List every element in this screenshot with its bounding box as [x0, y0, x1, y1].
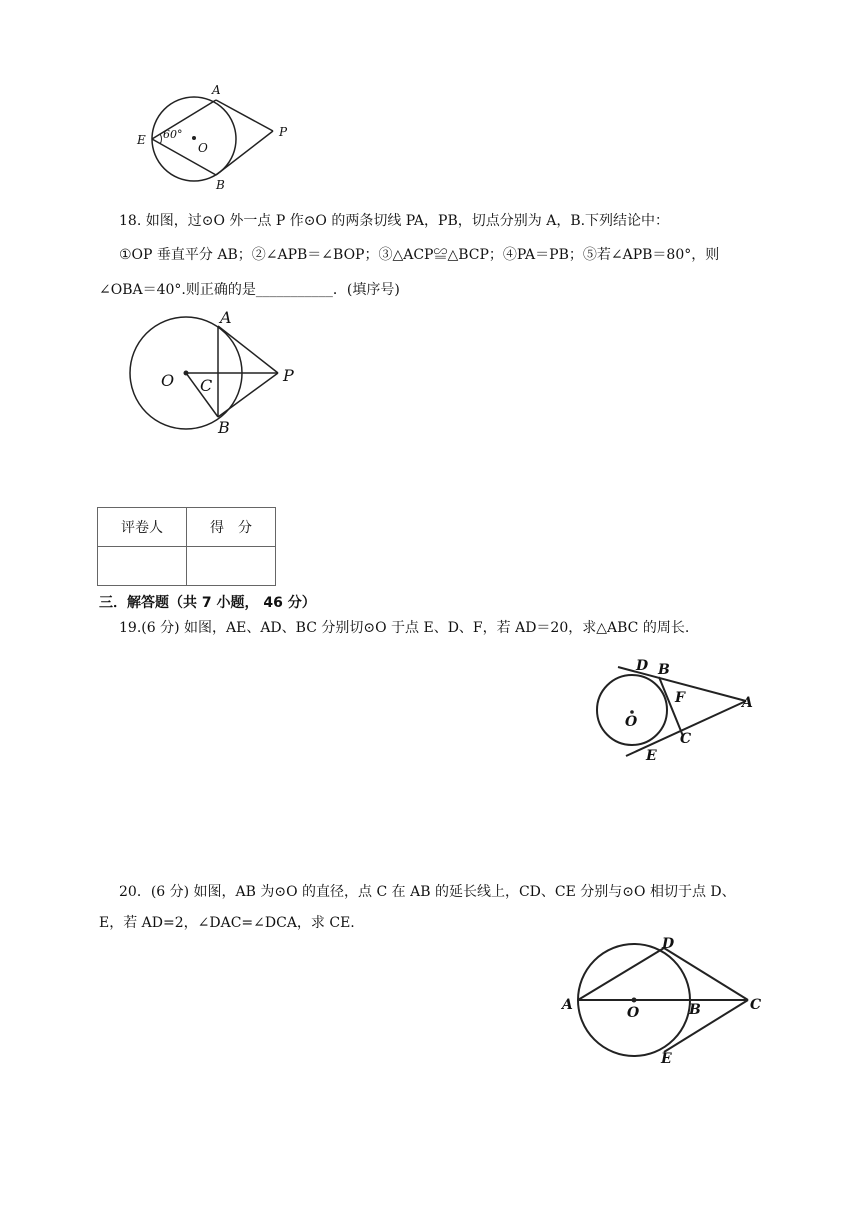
segment-ad [578, 948, 664, 1000]
figure-q18 [120, 305, 320, 440]
q18-line3: ∠OBA＝40°.则正确的是___________．(填序号) [99, 282, 400, 298]
label-b: B [216, 178, 225, 192]
label-o: O [198, 141, 208, 155]
label-f: F [675, 690, 685, 706]
label-d: D [636, 658, 649, 674]
tangent-ae [626, 701, 746, 756]
score-table [97, 507, 276, 586]
q20-line1: 20．(6 分) 如图，AB 为⊙O 的直径，点 C 在 AB 的延长线上，CD、CE 分别与⊙O 相切于点 D、 [119, 884, 736, 900]
q18-line2: ①OP 垂直平分 AB；②∠APB＝∠BOP；③△ACP≌△BCP；④PA＝PB；⑤若∠APB＝80°，则 [119, 247, 720, 263]
figure-q17 [130, 78, 300, 193]
center-dot [184, 371, 189, 376]
tangent-pa [216, 100, 273, 131]
q20-line2: E，若 AD=2，∠DAC=∠DCA，求 CE. [99, 915, 355, 931]
label-b: B [658, 662, 670, 678]
label-b: B [218, 418, 230, 437]
label-a: A [742, 695, 753, 711]
label-d: D [662, 936, 675, 952]
label-e: E [646, 748, 657, 764]
figure-q19 [586, 650, 766, 770]
label-c: C [200, 376, 213, 395]
tangent-pb [218, 373, 278, 417]
circle-o [597, 675, 667, 745]
segment-ea [152, 100, 216, 139]
tangent-pb [216, 131, 273, 175]
label-o: O [625, 714, 638, 730]
label-e: E [661, 1051, 672, 1067]
label-a: A [562, 997, 573, 1013]
label-b: B [689, 1002, 701, 1018]
label-c: C [750, 997, 762, 1013]
center-dot [632, 998, 637, 1003]
q19-text: 19.(6 分) 如图，AE、AD、BC 分别切⊙O 于点 E、D、F，若 AD＝20，求△ABC 的周长. [119, 620, 690, 636]
label-o: O [627, 1005, 640, 1021]
reviewer-cell[interactable] [98, 547, 187, 586]
label-angle: 60° [163, 128, 183, 141]
score-cell[interactable] [187, 547, 276, 586]
label-c: C [680, 731, 692, 747]
angle-arc [160, 134, 162, 144]
tangent-cd [664, 948, 748, 1000]
label-a: A [220, 308, 232, 327]
section-title: 三．解答题（共 7 小题， 46 分） [99, 595, 316, 611]
reviewer-header: 评卷人 [98, 508, 187, 547]
score-header: 得 分 [187, 508, 276, 547]
tangent-ce [664, 1000, 748, 1052]
figure-q20 [558, 932, 773, 1067]
label-p: P [279, 125, 288, 139]
label-a: A [212, 83, 221, 97]
label-o: O [161, 371, 175, 390]
center-dot [192, 136, 196, 140]
q18-line1: 18. 如图，过⊙O 外一点 P 作⊙O 的两条切线 PA，PB，切点分别为 A，B.下列结论中： [119, 213, 670, 229]
tangent-pa [218, 326, 278, 373]
label-e: E [137, 133, 146, 147]
label-p: P [283, 366, 294, 385]
